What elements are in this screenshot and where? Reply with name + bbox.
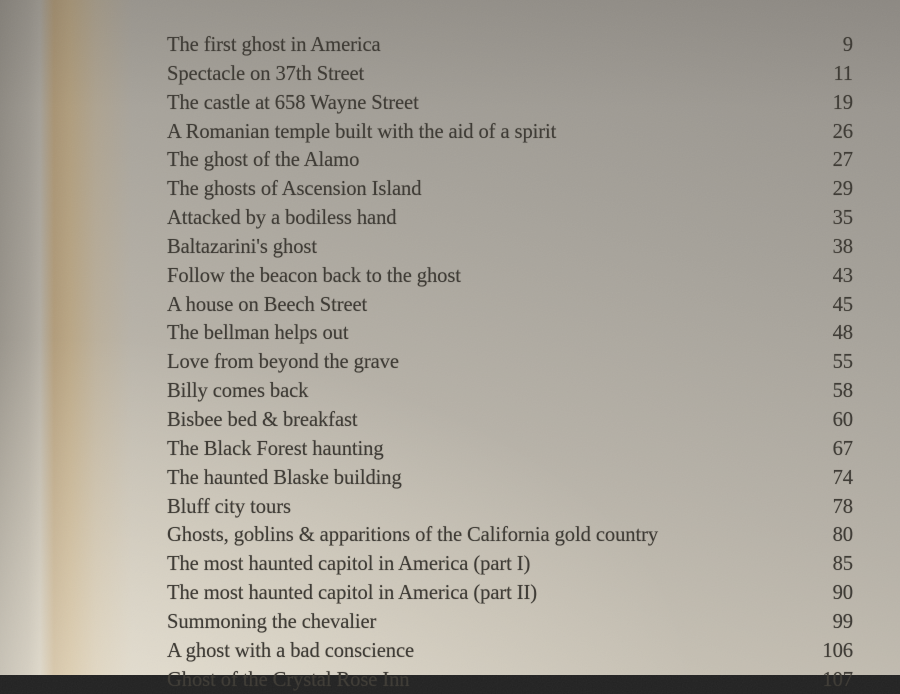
toc-entry-title: Attacked by a bodiless hand — [167, 207, 397, 230]
toc-entry-row — [0, 262, 900, 291]
toc-entry-row — [0, 118, 900, 147]
toc-entry-row — [0, 291, 900, 320]
toc-entry-page-number: 38 — [832, 235, 853, 258]
toc-entry-title: Ghost of the Crystal Rose Inn — [167, 668, 410, 691]
toc-entry-row — [0, 31, 900, 60]
toc-entry-page-number: 67 — [832, 437, 853, 460]
toc-entry-title: A ghost with a bad conscience — [167, 639, 415, 662]
toc-entry-page-number: 78 — [832, 495, 853, 518]
toc-entry-page-number: 35 — [832, 207, 853, 230]
toc-entry-page-number: 26 — [832, 120, 853, 143]
toc-entry-row — [0, 406, 900, 435]
toc-entry-title: The ghost of the Alamo — [167, 149, 360, 172]
toc-entry-row — [0, 464, 900, 493]
toc-entry-page-number: 55 — [832, 351, 853, 374]
toc-entry-title: Summoning the chevalier — [167, 610, 377, 633]
toc-entry-title: Bluff city tours — [167, 495, 291, 518]
toc-entry-row — [0, 435, 900, 464]
toc-entry-page-number: 9 — [842, 34, 853, 56]
toc-entry-row — [0, 60, 900, 89]
toc-entry-page-number: 90 — [832, 582, 853, 605]
toc-entry-page-number: 27 — [832, 149, 853, 172]
toc-entry-row — [0, 175, 900, 204]
toc-entry-row — [0, 666, 900, 694]
toc-entry-title: The castle at 658 Wayne Street — [167, 91, 419, 114]
toc-entry-title: Baltazarini's ghost — [167, 235, 317, 258]
toc-entry-title: The Black Forest haunting — [167, 437, 384, 460]
toc-entry-title: Follow the beacon back to the ghost — [167, 264, 461, 287]
toc-entry-row — [0, 608, 900, 637]
toc-entry-title: The ghosts of Ascension Island — [167, 178, 422, 201]
toc-entry-page-number: 80 — [832, 524, 853, 547]
toc-entry-row — [0, 319, 900, 348]
toc-entry-page-number: 74 — [832, 466, 853, 489]
toc-entry-row — [0, 550, 900, 579]
toc-entry-page-number: 11 — [833, 62, 853, 85]
toc-entry-row — [0, 204, 900, 233]
toc-entry-page-number: 99 — [832, 610, 853, 633]
toc-entry-page-number: 60 — [832, 408, 853, 431]
toc-entry-title: The most haunted capitol in America (part II) — [167, 582, 538, 605]
toc-entry-title: Ghosts, goblins & apparitions of the California gold country — [167, 524, 659, 547]
toc-entry-row — [0, 233, 900, 262]
toc-entry-row — [0, 146, 900, 175]
toc-entry-row — [0, 637, 900, 666]
toc-entry-title: The bellman helps out — [167, 322, 349, 345]
toc-entry-row — [0, 521, 900, 550]
toc-entry-page-number: 43 — [832, 264, 853, 287]
toc-entry-row — [0, 89, 900, 118]
toc-entry-row — [0, 493, 900, 522]
toc-entry-row — [0, 348, 900, 377]
toc-entry-row — [0, 579, 900, 608]
toc-entry-title: The most haunted capitol in America (part I) — [167, 553, 531, 576]
table-of-contents — [0, 31, 900, 694]
toc-entry-page-number: 29 — [832, 178, 853, 201]
toc-entry-row — [0, 377, 900, 406]
toc-entry-page-number: 106 — [822, 639, 853, 662]
toc-entry-title: Love from beyond the grave — [167, 351, 399, 374]
toc-entry-page-number: 107 — [822, 668, 853, 691]
toc-entry-title: A Romanian temple built with the aid of a spirit — [167, 120, 557, 143]
toc-entry-page-number: 19 — [832, 91, 853, 114]
toc-entry-page-number: 58 — [832, 380, 853, 403]
toc-entry-page-number: 45 — [832, 293, 853, 316]
toc-entry-page-number: 48 — [832, 322, 853, 345]
toc-entry-page-number: 85 — [832, 553, 853, 576]
toc-entry-title: A house on Beech Street — [167, 293, 368, 316]
toc-entry-title: The haunted Blaske building — [167, 466, 402, 489]
toc-entry-title: Spectacle on 37th Street — [167, 62, 365, 85]
toc-entry-title: Billy comes back — [167, 380, 309, 403]
toc-entry-title: The first ghost in America — [167, 34, 381, 56]
toc-entry-title: Bisbee bed & breakfast — [167, 408, 358, 431]
